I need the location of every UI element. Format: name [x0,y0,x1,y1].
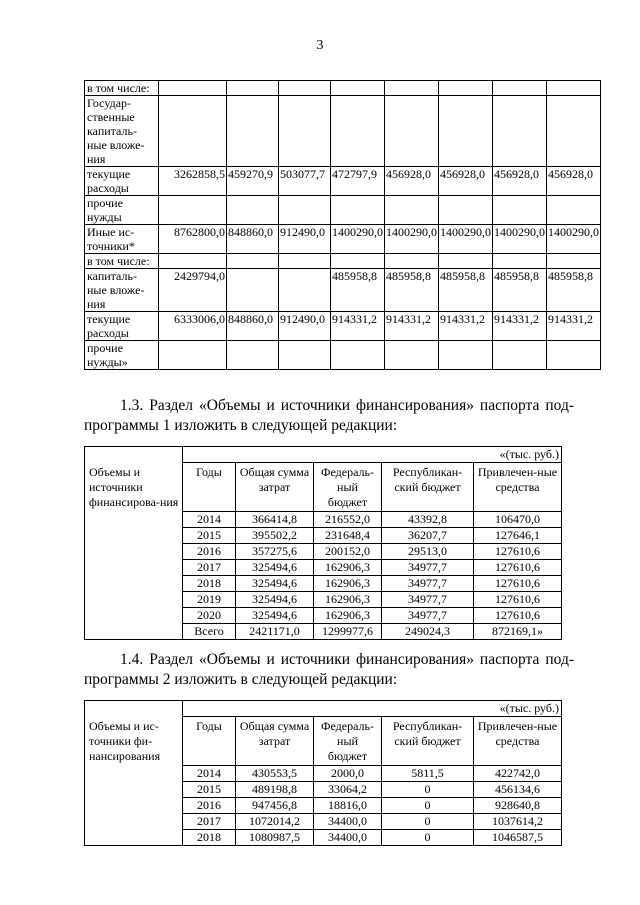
column-header: Республикан-ский бюджет [382,717,474,766]
table-cell: 485958,8 [547,269,601,312]
paragraph-text: 1.4. Раздел «Объемы и источники финансирования» паспорта под-программы 2 изложить в следующей редакции: [84,651,574,688]
subprogram-1-financing-table [84,446,562,640]
table-cell: 1299977,6 [314,624,382,640]
column-header: Федераль-ный бюджет [314,717,382,766]
page-number: 3 [316,38,324,53]
table-cell: 489198,8 [236,782,314,798]
table-cell [227,81,279,96]
table-row [85,254,601,269]
table-cell: 2015 [183,782,236,798]
table-cell: 2016 [183,544,236,560]
table-cell [331,96,385,167]
table-cell: 34977,7 [382,608,474,624]
table-cell [227,96,279,167]
table-row [85,196,601,225]
table-cell: 914331,2 [331,312,385,341]
funding-sources-table [84,80,601,370]
table-cell: 127646,1 [474,528,562,544]
table-row [85,96,601,167]
table-cell [331,81,385,96]
table-cell [493,81,547,96]
table-cell [227,341,279,370]
table-cell [227,269,279,312]
row-label: в том числе: [85,81,159,96]
table-cell [279,269,331,312]
table-cell [439,196,493,225]
table-cell: 216552,0 [314,512,382,528]
table-cell: 1400290,0 [547,225,601,254]
table-cell [279,341,331,370]
table-cell [439,254,493,269]
table-cell: 8762800,0 [159,225,227,254]
table-cell: 2000,0 [314,766,382,782]
table-cell: 0 [382,814,474,830]
table-cell: 1080987,5 [236,830,314,846]
table-cell: 472797,9 [331,167,385,196]
table-cell: 914331,2 [547,312,601,341]
table-cell: 249024,3 [382,624,474,640]
table-cell: 34977,7 [382,560,474,576]
unit-label: «(тыс. руб.) [183,701,562,717]
table-cell: 872169,1» [474,624,562,640]
table-cell [385,96,439,167]
table-row [85,269,601,312]
table-cell [493,254,547,269]
table-cell [439,96,493,167]
table-cell: 5811,5 [382,766,474,782]
table-cell: 2016 [183,798,236,814]
table-cell: 231648,4 [314,528,382,544]
table-cell: 912490,0 [279,312,331,341]
row-label: Объемы и ис-точники фи-нансирования [85,701,183,846]
table-row [85,225,601,254]
table-cell: 928640,8 [474,798,562,814]
table-cell: 1037614,2 [474,814,562,830]
table-cell [385,196,439,225]
table-cell: 2015 [183,528,236,544]
row-label: в том числе: [85,254,159,269]
unit-row [85,447,562,463]
table-cell [547,341,601,370]
row-label: Объемы и источники финансирова-ния [85,447,183,640]
table-row [85,341,601,370]
table-cell: 2018 [183,830,236,846]
table-cell: 1072014,2 [236,814,314,830]
table-cell: 162906,3 [314,608,382,624]
table-cell: 2014 [183,512,236,528]
table-cell [279,196,331,225]
table-cell [331,196,385,225]
table-cell [227,254,279,269]
table-cell: 2017 [183,560,236,576]
table-cell: 947456,8 [236,798,314,814]
table-cell: 43392,8 [382,512,474,528]
column-header: Привлечен-ные средства [474,463,562,512]
table-cell [547,196,601,225]
table-cell [547,96,601,167]
table-cell: 2018 [183,576,236,592]
table-cell: 34977,7 [382,592,474,608]
table-cell [331,341,385,370]
table-cell: 503077,7 [279,167,331,196]
column-header: Годы [183,717,236,766]
row-label: прочие нужды [85,196,159,225]
table-cell: 366414,8 [236,512,314,528]
table-cell: 0 [382,782,474,798]
row-label: Государ-ственные капиталь-ные вложе-ния [85,96,159,167]
table-cell: 456928,0 [547,167,601,196]
table-cell: 2019 [183,592,236,608]
table-cell: 325494,6 [236,576,314,592]
table-cell: 127610,6 [474,576,562,592]
table-cell: 0 [382,798,474,814]
table-cell [439,81,493,96]
table-cell: 33064,2 [314,782,382,798]
table-cell: 162906,3 [314,560,382,576]
table-cell: 459270,9 [227,167,279,196]
table-cell: 456928,0 [385,167,439,196]
subprogram-2-financing-table [84,700,562,846]
table-cell: Всего [183,624,236,640]
table-cell [279,254,331,269]
table-cell [279,96,331,167]
table-cell: 325494,6 [236,560,314,576]
table-cell: 395502,2 [236,528,314,544]
table-cell [493,341,547,370]
table-cell: 848860,0 [227,225,279,254]
table-cell: 1400290,0 [439,225,493,254]
table-row [85,312,601,341]
row-label: Иные ис-точники* [85,225,159,254]
table-cell: 36207,7 [382,528,474,544]
table-cell: 0 [382,830,474,846]
table-cell: 127610,6 [474,592,562,608]
paragraph-text: 1.3. Раздел «Объемы и источники финансирования» паспорта под-программы 1 изложить в следующей редакции: [84,397,574,434]
table-cell: 18816,0 [314,798,382,814]
table-cell: 2421171,0 [236,624,314,640]
row-label: текущие расходы [85,312,159,341]
table-cell: 430553,5 [236,766,314,782]
table-cell: 485958,8 [331,269,385,312]
unit-label: «(тыс. руб.) [183,447,562,463]
table-cell: 456928,0 [493,167,547,196]
table-row [85,167,601,196]
table-cell: 422742,0 [474,766,562,782]
table-cell: 456928,0 [439,167,493,196]
table-cell: 325494,6 [236,592,314,608]
table-cell [493,196,547,225]
table-cell: 2429794,0 [159,269,227,312]
table-cell: 127610,6 [474,544,562,560]
table-cell: 127610,6 [474,560,562,576]
table-cell: 2014 [183,766,236,782]
paragraph-1-3 [84,396,574,436]
table-cell: 848860,0 [227,312,279,341]
table-cell: 34400,0 [314,814,382,830]
column-header: Годы [183,463,236,512]
table-cell: 34400,0 [314,830,382,846]
row-label: текущие расходы [85,167,159,196]
table-cell: 912490,0 [279,225,331,254]
table-cell: 162906,3 [314,592,382,608]
unit-row [85,701,562,717]
table-cell: 914331,2 [385,312,439,341]
table-cell [493,96,547,167]
table-cell: 357275,6 [236,544,314,560]
column-header: Республикан-ский бюджет [382,463,474,512]
table-cell: 3262858,5 [159,167,227,196]
table-cell: 127610,6 [474,608,562,624]
table-cell: 106470,0 [474,512,562,528]
table-cell [159,254,227,269]
row-label: прочие нужды» [85,341,159,370]
table-cell: 2017 [183,814,236,830]
table-cell: 1400290,0 [331,225,385,254]
column-header: Общая сумма затрат [236,463,314,512]
paragraph-1-4 [84,650,574,690]
table-cell [385,341,439,370]
table-cell [547,81,601,96]
table-cell [159,196,227,225]
table-cell: 485958,8 [439,269,493,312]
table-cell: 1046587,5 [474,830,562,846]
table-cell: 485958,8 [385,269,439,312]
table-cell: 200152,0 [314,544,382,560]
table-cell: 6333006,0 [159,312,227,341]
table-cell [439,341,493,370]
table-cell: 1400290,0 [385,225,439,254]
table-cell [227,196,279,225]
table-cell [159,81,227,96]
table-cell [159,341,227,370]
table-cell: 914331,2 [439,312,493,341]
table-cell: 485958,8 [493,269,547,312]
table-cell: 325494,6 [236,608,314,624]
table-cell [279,81,331,96]
table-cell [385,254,439,269]
table-cell: 456134,6 [474,782,562,798]
row-label: капиталь-ные вложе-ния [85,269,159,312]
column-header: Федераль-ный бюджет [314,463,382,512]
table-row [85,81,601,96]
table-cell [331,254,385,269]
table-cell: 1400290,0 [493,225,547,254]
table-cell: 29513,0 [382,544,474,560]
table-cell: 34977,7 [382,576,474,592]
table-cell [159,96,227,167]
column-header: Привлечен-ные средства [474,717,562,766]
table-cell [385,81,439,96]
table-cell: 162906,3 [314,576,382,592]
column-header: Общая сумма затрат [236,717,314,766]
table-cell [547,254,601,269]
table-cell: 914331,2 [493,312,547,341]
table-cell: 2020 [183,608,236,624]
